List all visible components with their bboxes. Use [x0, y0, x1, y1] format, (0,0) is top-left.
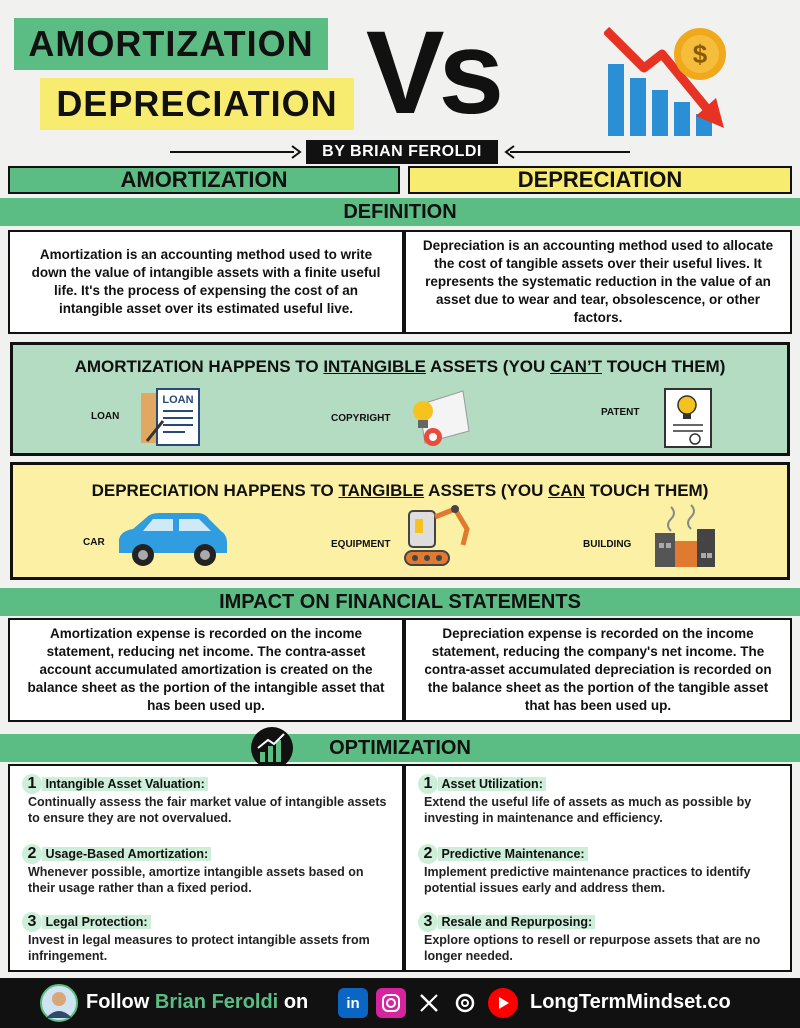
opt-number: 2: [22, 844, 42, 864]
instagram-icon[interactable]: [376, 988, 406, 1018]
website-link[interactable]: LongTermMindset.co: [530, 991, 731, 1013]
asset-label-loan: LOAN: [91, 411, 120, 422]
section-definition: DEFINITION: [0, 198, 800, 226]
opt-description: Continually assess the fair market value of intangible assets to ensure they are not overvalued.: [28, 795, 387, 825]
opt-item-amortization-1: [22, 774, 392, 826]
tangible-heading-part: TOUCH THEM): [584, 481, 709, 500]
intangible-heading-part: TOUCH THEM): [601, 357, 726, 376]
vs-heading: Vs: [365, 7, 499, 139]
threads-icon[interactable]: [450, 988, 480, 1018]
intangible-heading-part: AMORTIZATION HAPPENS TO: [74, 357, 324, 376]
intangible-assets-panel: [10, 342, 790, 456]
tangible-heading: [13, 481, 787, 501]
opt-heading: Legal Protection:: [42, 915, 150, 929]
svg-text:LOAN: LOAN: [162, 394, 194, 406]
intangible-cant-keyword: CAN’T: [550, 357, 602, 376]
definition-depreciation: Depreciation is an accounting method used to allocate the cost of tangible assets over their useful lives. It represents the systematic reduction in the value of an asset due to wear and tear, obsolescence, or other factors.: [404, 230, 792, 334]
author-row: [170, 140, 630, 164]
column-header-depreciation: DEPRECIATION: [408, 166, 792, 194]
title-depreciation: DEPRECIATION: [40, 78, 354, 130]
opt-number: 3: [22, 912, 42, 932]
opt-heading: Asset Utilization:: [438, 777, 545, 791]
opt-heading: Intangible Asset Valuation:: [42, 777, 207, 791]
intangible-heading: [13, 357, 787, 377]
asset-label-equipment: EQUIPMENT: [331, 539, 391, 550]
intangible-heading-part: ASSETS (YOU: [425, 357, 551, 376]
tangible-can-keyword: CAN: [548, 481, 585, 500]
opt-description: Whenever possible, amortize intangible assets based on their usage rather than a fixed period.: [28, 865, 364, 895]
asset-label-copyright: COPYRIGHT: [331, 413, 391, 424]
title-amortization: AMORTIZATION: [14, 18, 328, 70]
definition-amortization: Amortization is an accounting method used to write down the value of intangible assets with a finite useful life. It's the process of expensing the cost of an intangible asset over its estimated useful live.: [8, 230, 404, 334]
opt-description: Explore options to resell or repurpose assets that are no longer needed.: [424, 933, 761, 963]
opt-number: 3: [418, 912, 438, 932]
copyright-idea-icon: [399, 383, 473, 451]
opt-description: Invest in legal measures to protect intangible assets from infringement.: [28, 933, 370, 963]
opt-item-depreciation-2: [418, 844, 788, 896]
column-header-amortization: AMORTIZATION: [8, 166, 400, 194]
factory-building-icon: [649, 503, 719, 571]
optimization-depreciation: [404, 764, 792, 972]
footer-follow-text: [86, 991, 308, 1014]
opt-item-depreciation-3: [418, 912, 788, 964]
intangible-keyword: INTANGIBLE: [323, 357, 426, 376]
follow-word: Follow: [86, 991, 150, 1013]
tangible-keyword: TANGIBLE: [338, 481, 425, 500]
opt-description: Implement predictive maintenance practices to identify potential issues early and address them.: [424, 865, 751, 895]
asset-label-patent: PATENT: [601, 407, 640, 418]
opt-number: 2: [418, 844, 438, 864]
opt-heading: Predictive Maintenance:: [438, 847, 587, 861]
impact-amortization: Amortization expense is recorded on the income statement, reducing net income. The contra-asset account accumulated amortization is created on the balance sheet as the portion of the intangible asset that has been used up.: [8, 618, 404, 722]
opt-item-amortization-2: [22, 844, 392, 896]
optimization-amortization: [8, 764, 404, 972]
optimization-title: OPTIMIZATION: [329, 736, 471, 759]
tangible-heading-part: ASSETS (YOU: [424, 481, 549, 500]
section-impact: IMPACT ON FINANCIAL STATEMENTS: [0, 588, 800, 616]
loan-document-icon: [137, 385, 207, 451]
svg-text:$: $: [692, 39, 708, 69]
opt-item-depreciation-1: [418, 774, 788, 826]
patent-scroll-icon: [657, 385, 719, 451]
opt-heading: Resale and Repurposing:: [438, 915, 595, 929]
tangible-assets-panel: [10, 462, 790, 580]
opt-number: 1: [22, 774, 42, 794]
linkedin-icon[interactable]: in: [338, 988, 368, 1018]
opt-heading: Usage-Based Amortization:: [42, 847, 211, 861]
tangible-heading-part: DEPRECIATION HAPPENS TO: [91, 481, 339, 500]
author-name[interactable]: Brian Feroldi: [154, 991, 279, 1013]
opt-description: Extend the useful life of assets as much as possible by investing in maintenance and efficiency.: [424, 795, 752, 825]
on-word: on: [283, 991, 309, 1013]
section-optimization: [0, 734, 800, 762]
impact-depreciation: Depreciation expense is recorded on the income statement, reducing the company's net income. The contra-asset accumulated depreciation is recorded on the balance sheet as the portion of the tangible asset that has been used up.: [404, 618, 792, 722]
asset-label-car: CAR: [83, 537, 105, 548]
declining-chart-icon: [604, 24, 732, 140]
equipment-robot-icon: [401, 505, 481, 575]
arrow-right-icon: [290, 145, 302, 159]
footer-bar: [0, 978, 800, 1028]
right-arrow-line: [510, 151, 630, 153]
left-arrow-line: [170, 151, 294, 153]
opt-number: 1: [418, 774, 438, 794]
opt-item-amortization-3: [22, 912, 392, 964]
asset-label-building: BUILDING: [583, 539, 632, 550]
author-byline: BY BRIAN FEROLDI: [306, 140, 498, 164]
x-icon[interactable]: [414, 988, 444, 1018]
avatar[interactable]: [40, 984, 78, 1022]
car-icon: [113, 509, 231, 573]
youtube-icon[interactable]: [488, 988, 518, 1018]
